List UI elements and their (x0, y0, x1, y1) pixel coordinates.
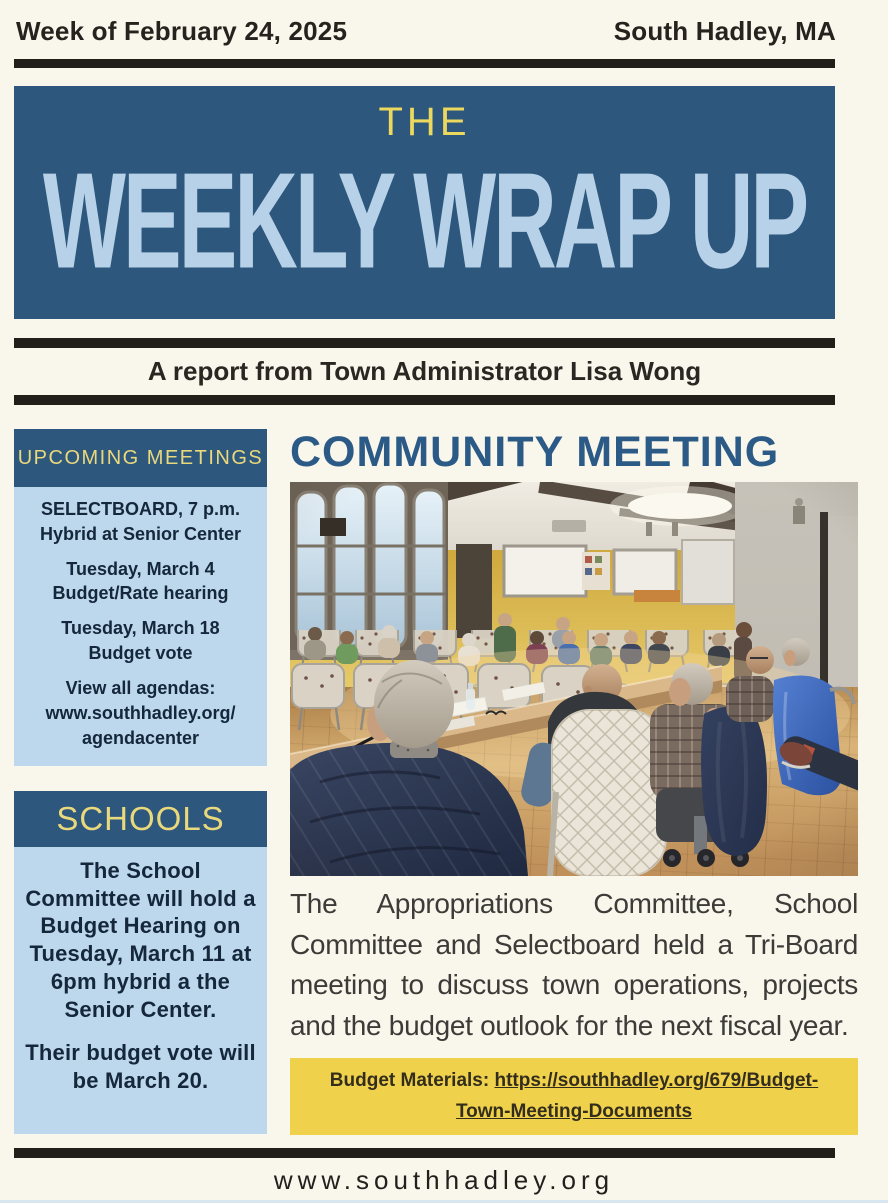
sidebar (14, 429, 267, 1134)
meeting-line: Tuesday, March 18 (61, 618, 220, 639)
schools-body (14, 847, 267, 1134)
meeting-line: View all agendas: (65, 677, 216, 698)
meeting-item (22, 676, 259, 750)
schools-title: SCHOOLS (14, 791, 267, 847)
byline-divider-bottom (14, 395, 835, 405)
upcoming-meetings-card (14, 429, 267, 766)
tri-board-meeting-photo (290, 482, 858, 876)
schools-card (14, 791, 267, 1134)
content-area (14, 429, 888, 1134)
callout-line (304, 1066, 844, 1096)
meeting-item (22, 497, 259, 547)
masthead-date: Week of February 24, 2025 (16, 16, 348, 46)
masthead (0, 0, 888, 47)
byline: A report from Town Administrator Lisa Wong (147, 356, 702, 386)
footer-divider (14, 1148, 835, 1158)
meeting-line: agendacenter (81, 727, 200, 748)
banner-kicker: THE (378, 100, 471, 144)
budget-materials-callout (290, 1058, 858, 1135)
schools-paragraph: The School Committee will hold a Budget Hearing on Tuesday, March 11 at 6pm hybrid a the Senior Center. (25, 858, 256, 1022)
masthead-location: South Hadley, MA (613, 16, 836, 46)
budget-materials-link-line2[interactable]: Town-Meeting-Documents (455, 1100, 693, 1122)
callout-line (304, 1097, 844, 1127)
banner-title: WEEKLY WRAP UP (42, 143, 807, 297)
upcoming-meetings-body (14, 487, 267, 766)
top-divider (14, 59, 835, 68)
byline-divider-top (14, 338, 835, 348)
meeting-line: Hybrid at Senior Center (39, 523, 242, 544)
meeting-line: Budget vote (88, 643, 193, 664)
meeting-line: www.southhadley.org/ (45, 702, 236, 723)
meeting-photo-illustration (290, 482, 858, 876)
upcoming-meetings-title: UPCOMING MEETINGS (14, 429, 267, 487)
meeting-line: Tuesday, March 4 (66, 558, 215, 579)
newsletter-banner (14, 86, 835, 319)
footer-url: www.southhadley.org (273, 1165, 615, 1195)
article-headline: COMMUNITY MEETING (290, 428, 780, 476)
photo-vignette (290, 482, 858, 876)
meeting-item (22, 557, 259, 607)
schools-paragraph: Their budget vote will be March 20. (25, 1040, 256, 1094)
main-column (290, 429, 858, 1134)
article-body: The Appropriations Committee, School Committee and Selectboard held a Tri-Board meeting to discuss town operations, projects and the budget outlook for the next fiscal year. (290, 888, 858, 1041)
meeting-item (22, 616, 259, 666)
budget-materials-link[interactable]: https://southhadley.org/679/Budget- (494, 1070, 819, 1092)
meeting-line: SELECTBOARD, 7 p.m. (40, 499, 241, 519)
meeting-line: Budget/Rate hearing (52, 583, 229, 604)
callout-prefix: Budget Materials: (329, 1070, 495, 1092)
